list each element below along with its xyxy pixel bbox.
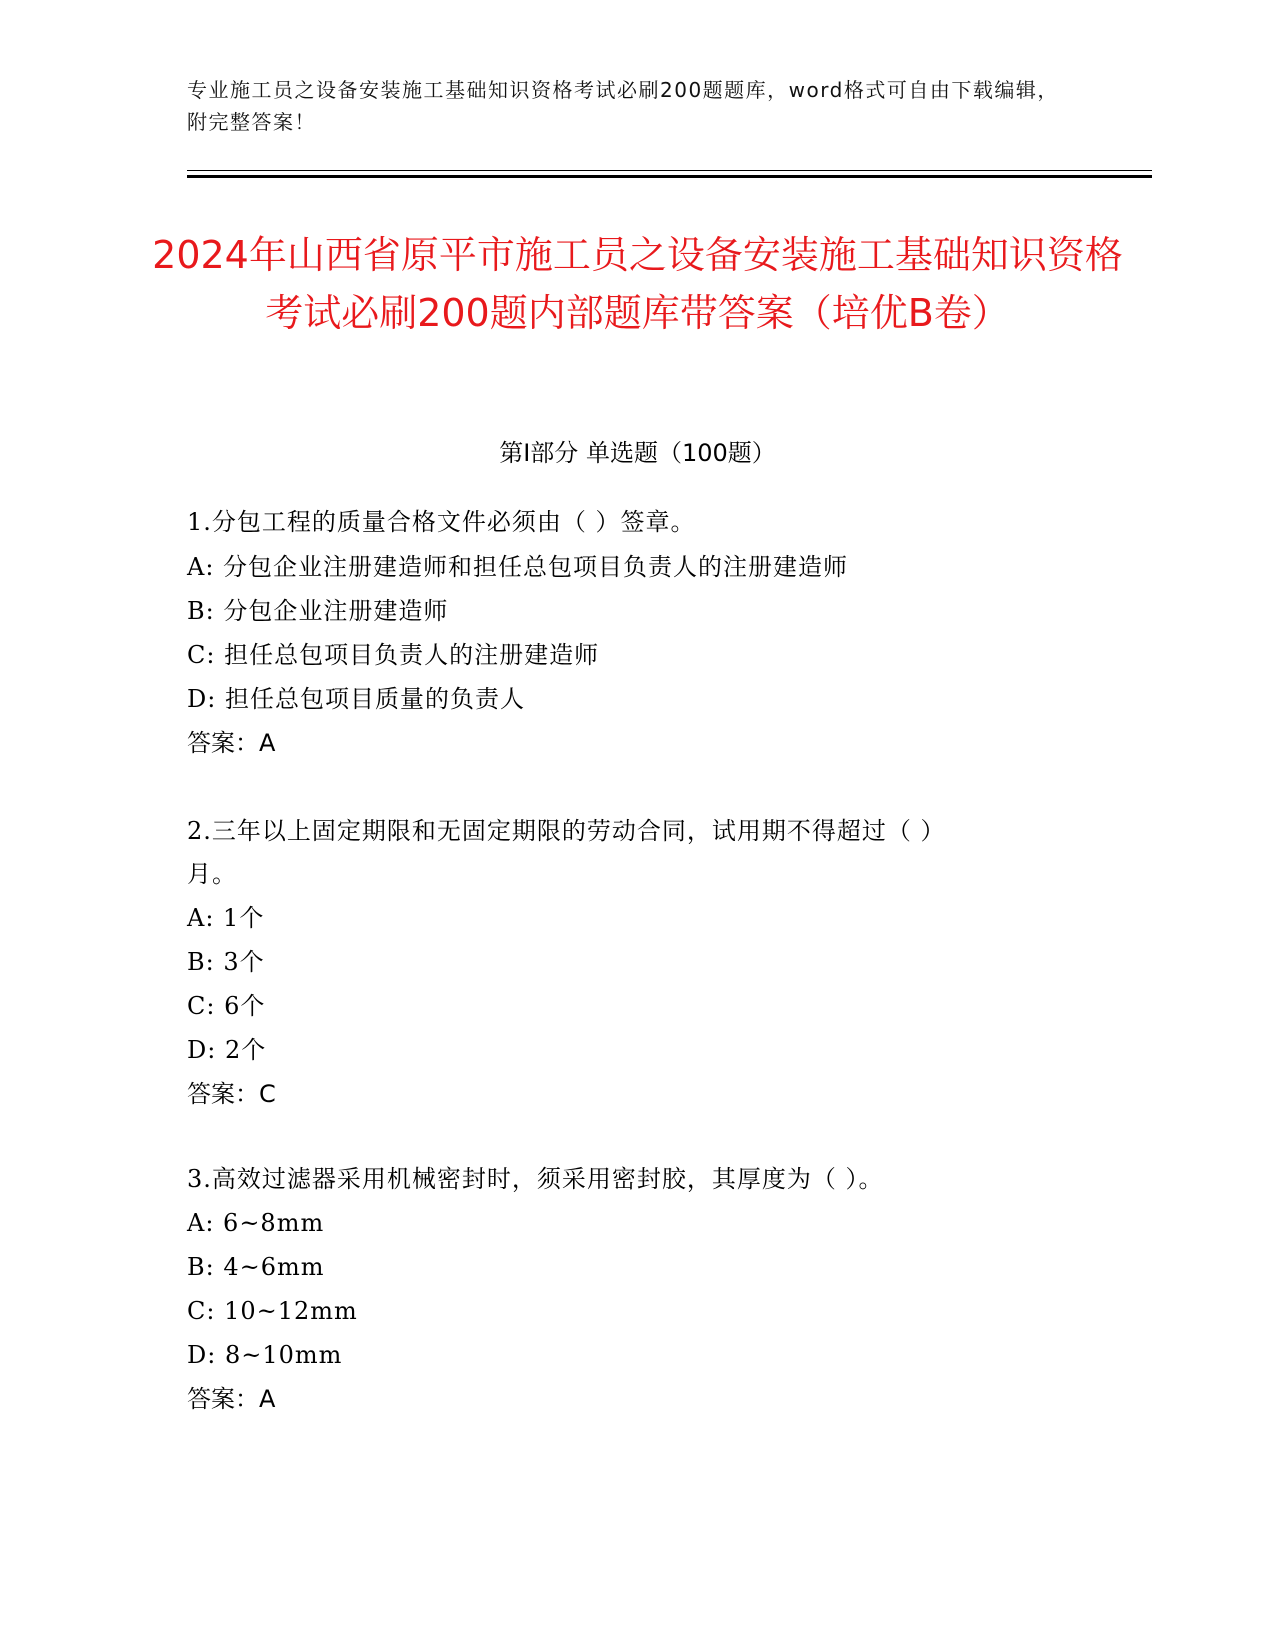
question-3-option-b: B: 4~6mm — [187, 1253, 325, 1281]
question-3-option-a: A: 6~8mm — [187, 1209, 325, 1237]
question-2-stem-continued: 月。 — [187, 860, 237, 888]
question-2-option-c: C: 6个 — [187, 992, 266, 1020]
question-1-option-d: D: 担任总包项目质量的负责人 — [187, 685, 525, 713]
question-3-option-c: C: 10~12mm — [187, 1297, 358, 1325]
question-2-option-d: D: 2个 — [187, 1036, 267, 1064]
document-title: 2024年山西省原平市施工员之设备安装施工基础知识资格考试必刷200题内部题库带答案（培优B卷） — [152, 233, 1123, 335]
question-3-option-d: D: 8~10mm — [187, 1341, 343, 1369]
question-1-option-c: C: 担任总包项目负责人的注册建造师 — [187, 641, 600, 669]
question-2-option-a: A: 1个 — [187, 904, 265, 932]
question-1-option-b: B: 分包企业注册建造师 — [187, 597, 449, 625]
section-heading: 第I部分 单选题（100题） — [499, 439, 776, 467]
question-1-stem: 1.分包工程的质量合格文件必须由（ ）签章。 — [187, 508, 696, 536]
question-3-answer: 答案：A — [187, 1385, 276, 1413]
header-rule-thin — [187, 170, 1152, 171]
header-rule-thick — [187, 175, 1152, 178]
question-3-stem: 3.高效过滤器采用机械密封时，须采用密封胶，其厚度为（ ）。 — [187, 1165, 884, 1193]
question-1-answer: 答案：A — [187, 729, 276, 757]
question-2-answer: 答案：C — [187, 1080, 276, 1108]
question-2-option-b: B: 3个 — [187, 948, 265, 976]
question-1-option-a: A: 分包企业注册建造师和担任总包项目负责人的注册建造师 — [187, 553, 849, 581]
header-note: 专业施工员之设备安装施工基础知识资格考试必刷200题题库，word格式可自由下载编辑，附完整答案！ — [187, 78, 1059, 134]
question-2-stem: 2.三年以上固定期限和无固定期限的劳动合同，试用期不得超过（ ） — [187, 817, 946, 845]
